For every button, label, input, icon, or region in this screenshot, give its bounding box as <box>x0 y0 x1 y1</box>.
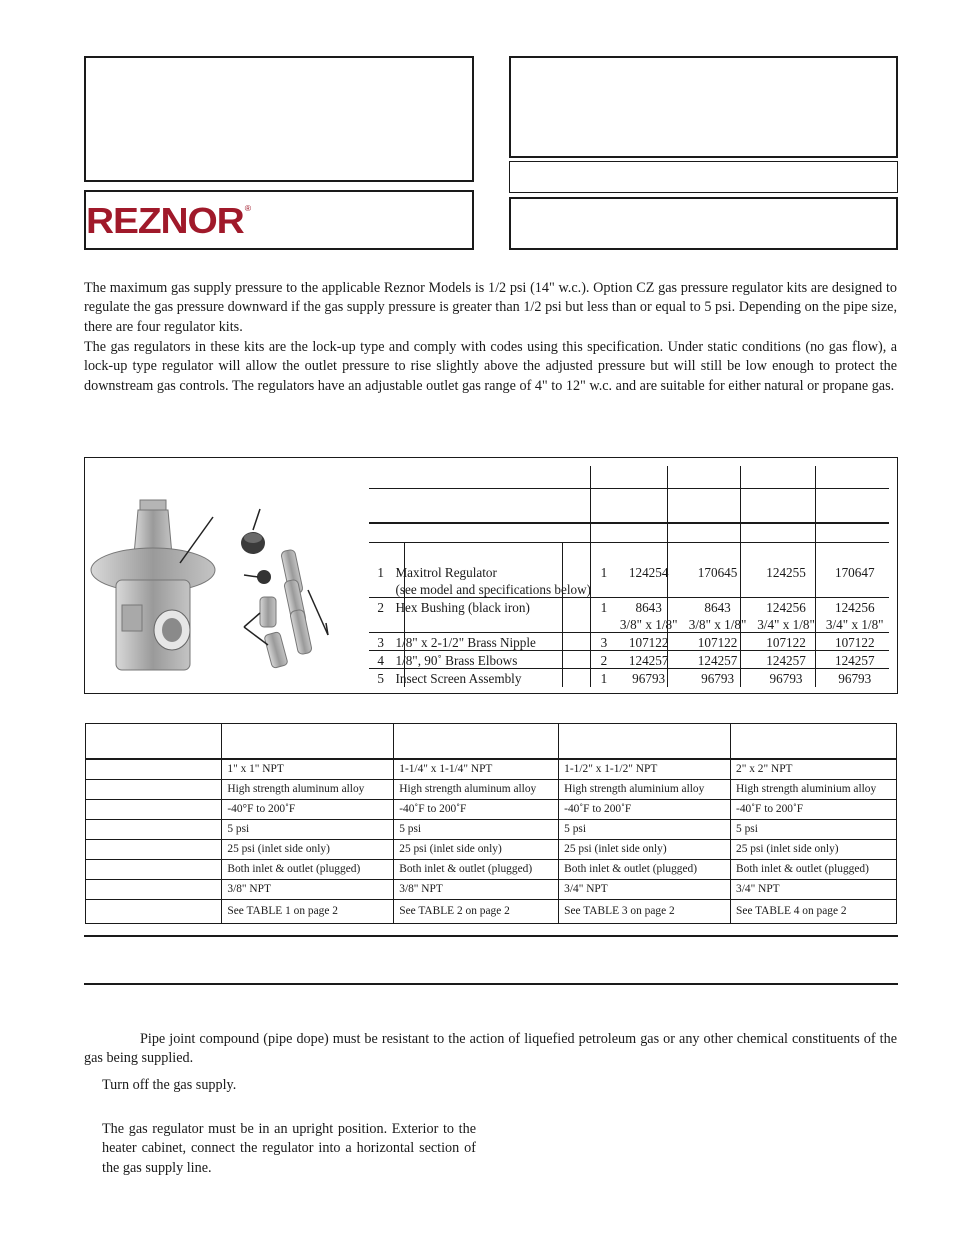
part-number: 96793 <box>701 671 735 686</box>
table-cell: 1-1/2" x 1-1/2" NPT <box>559 759 731 780</box>
item-quantity: 1 <box>600 671 608 686</box>
table-row <box>86 900 897 924</box>
part-number: 124257 <box>628 653 669 668</box>
table-cell: -40˚F to 200˚F <box>731 800 897 820</box>
table-cell: 25 psi (inlet side only) <box>394 840 559 860</box>
table-cell: See TABLE 1 on page 2 <box>222 900 394 924</box>
table-cell: High strength aluminum alloy <box>222 780 394 800</box>
install-step-2: The gas regulator must be in an upright position. Exterior to the heater cabinet, connect the regulator into a horizontal section of the gas supply line. <box>102 1121 476 1176</box>
part-number: 124256 3/4" x 1/8" <box>825 600 884 632</box>
table-row <box>86 759 897 780</box>
part-number: 124254 <box>628 565 669 580</box>
intro-paragraph-2: The gas regulators in these kits are the lock-up type and comply with codes using this specification. Under static conditions (no gas flow), a lock-up type regulator will allow the outlet pressure to rise slightly above the adjusted pressure but will still be low enough to protect the downstream gas controls. The regulators have an adjustable outlet gas range of 4" to 12" w.c. and are suitable for either natural or propane gas. <box>84 339 897 394</box>
table-cell: 3/8" NPT <box>394 880 559 900</box>
regulator-kit-illustration <box>88 495 348 685</box>
part-number: 96793 <box>632 671 666 686</box>
item-quantity: 3 <box>600 635 608 650</box>
part-number: 124257 <box>766 653 806 668</box>
install-paragraph: Pipe joint compound (pipe dope) must be resistant to the action of liquefied petroleum gas or any other chemical constituents of the gas being supplied. <box>84 1031 897 1067</box>
table-cell: 5 psi <box>559 820 731 840</box>
reznor-logo: REZNOR® <box>86 200 251 241</box>
info-box-right <box>509 197 898 250</box>
part-number: 96793 <box>838 671 872 686</box>
table-cell: Both inlet & outlet (plugged) <box>222 860 394 880</box>
table-cell: 25 psi (inlet side only) <box>222 840 394 860</box>
table-cell: 5 psi <box>222 820 394 840</box>
table-cell: 1" x 1" NPT <box>222 759 394 780</box>
part-number: 8643 3/8" x 1/8" <box>619 600 678 632</box>
item-number: 2 <box>377 600 385 615</box>
item-description: 1/8" x 2-1/2" Brass Nipple <box>395 635 536 650</box>
part-number: 107122 <box>834 635 875 650</box>
table-row <box>86 880 897 900</box>
part-number: 170645 <box>697 565 738 580</box>
table-cell: -40˚F to 200˚F <box>559 800 731 820</box>
kit-row-divider <box>369 597 889 598</box>
part-number: 124257 <box>697 653 738 668</box>
part-number: 107122 <box>697 635 738 650</box>
title-box-left <box>84 56 474 182</box>
table-cell: See TABLE 3 on page 2 <box>559 900 731 924</box>
part-number: 8643 3/8" x 1/8" <box>688 600 747 632</box>
part-number: 124256 3/4" x 1/8" <box>757 600 815 632</box>
part-number: 124257 <box>834 653 875 668</box>
part-number: 96793 <box>769 671 803 686</box>
item-number: 5 <box>377 671 385 686</box>
table-row <box>86 840 897 860</box>
item-quantity: 1 <box>600 565 608 580</box>
item-quantity: 2 <box>600 653 608 668</box>
item-number: 1 <box>377 565 385 580</box>
table-cell: Both inlet & outlet (plugged) <box>559 860 731 880</box>
table-cell: 3/4" NPT <box>559 880 731 900</box>
hex-bushing-icon <box>241 532 265 554</box>
table-cell: 3/4" NPT <box>731 880 897 900</box>
brass-nipple-icon <box>281 549 313 655</box>
table-cell: 25 psi (inlet side only) <box>731 840 897 860</box>
title-box-right <box>509 56 898 158</box>
brass-elbow-icon <box>260 597 288 668</box>
item-number: 4 <box>377 653 385 668</box>
subtitle-box-right <box>509 161 898 193</box>
table-row <box>369 599 889 634</box>
table-cell: Both inlet & outlet (plugged) <box>394 860 559 880</box>
table-cell: See TABLE 2 on page 2 <box>394 900 559 924</box>
table-cell: 5 psi <box>394 820 559 840</box>
table-cell: See TABLE 4 on page 2 <box>731 900 897 924</box>
table-row <box>369 670 889 688</box>
item-description: Hex Bushing (black iron) <box>395 600 530 615</box>
kit-table-rule-2 <box>369 522 889 524</box>
section-rule-bottom <box>84 983 898 985</box>
kit-table-rule-3 <box>369 542 889 543</box>
table-cell: High strength aluminium alloy <box>559 780 731 800</box>
table-header-row <box>86 724 897 760</box>
part-number: 124255 <box>766 565 806 580</box>
table-cell: 25 psi (inlet side only) <box>559 840 731 860</box>
kit-row-divider <box>369 632 889 633</box>
table-row <box>369 564 889 599</box>
item-description: 1/8", 90˚ Brass Elbows <box>395 653 518 668</box>
install-step-1: Turn off the gas supply. <box>102 1077 237 1093</box>
part-number: 170647 <box>834 565 875 580</box>
kit-table-rule-1 <box>369 488 889 489</box>
table-row <box>86 820 897 840</box>
table-cell: High strength aluminum alloy <box>394 780 559 800</box>
table-cell: 2" x 2" NPT <box>731 759 897 780</box>
item-number: 3 <box>377 635 385 650</box>
table-cell: -40°F to 200˚F <box>222 800 394 820</box>
kit-row-divider <box>369 668 889 669</box>
section-rule-top <box>84 935 898 937</box>
table-row <box>86 800 897 820</box>
insect-screen-icon <box>257 570 271 584</box>
item-description: Maxitrol Regulator (see model and specifications below) <box>395 565 591 597</box>
regulator-specifications-table <box>85 723 897 924</box>
item-description: Insect Screen Assembly <box>395 671 522 686</box>
table-cell: 1-1/4" x 1-1/4" NPT <box>394 759 559 780</box>
kit-row-divider <box>369 650 889 651</box>
table-row <box>86 780 897 800</box>
table-cell: Both inlet & outlet (plugged) <box>731 860 897 880</box>
table-cell: High strength aluminium alloy <box>731 780 897 800</box>
item-quantity: 1 <box>600 600 608 615</box>
part-number: 107122 <box>628 635 669 650</box>
table-cell: -40˚F to 200˚F <box>394 800 559 820</box>
table-row <box>86 860 897 880</box>
table-cell: 5 psi <box>731 820 897 840</box>
part-number: 107122 <box>766 635 806 650</box>
intro-paragraph-1: The maximum gas supply pressure to the applicable Reznor Models is 1/2 psi (14" w.c.). Option CZ gas pressure regulator kits are designed to regulate the gas pressure downward if the gas supply pressure is greater than 1/2 psi but less than or equal to 5 psi. Depending on the pipe size, there are four regulator kits. <box>84 280 897 335</box>
kit-components-table <box>369 564 889 688</box>
regulator-body-icon <box>91 500 215 670</box>
table-cell: 3/8" NPT <box>222 880 394 900</box>
